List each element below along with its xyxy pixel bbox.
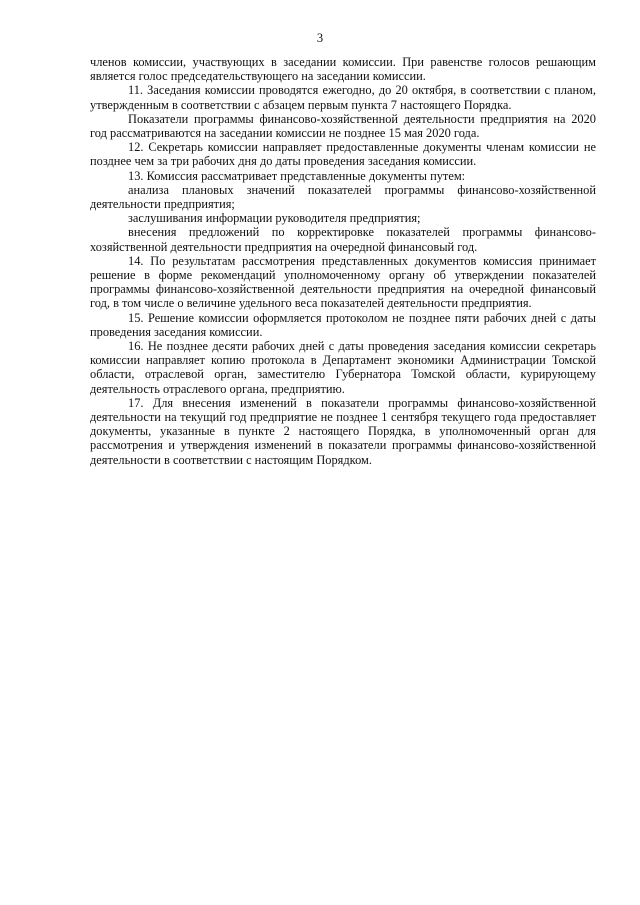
page-number: 3 <box>316 31 324 45</box>
paragraph-item-16: 16. Не позднее десяти рабочих дней с даты проведения заседания комиссии секретарь комиссии направляет копию протокола в Департамент экономики Администрации Томской области, отраслевой орган, заместителю Губернатора Томской области, курирующему деятельность отраслевого органа, предприятию. <box>90 339 596 396</box>
paragraph-item-14: 14. По результатам рассмотрения представленных документов комиссия принимает решение в форме рекомендаций уполномоченному органу об утверждении показателей программы финансово-хозяйственной деятельности предприятия на очередной финансовый год, в том числе о величине удельного веса показателей деятельности предприятия. <box>90 253 596 311</box>
paragraph-2020-indicators: Показатели программы финансово-хозяйственной деятельности предприятия на 2020 год рассматриваются на заседании комиссии не позднее 15 мая 2020 года. <box>90 111 596 141</box>
paragraph-item-11: 11. Заседания комиссии проводятся ежегодно, до 20 октября, в соответствии с планом, утвержденным в соответствии с абзацем первым пункта 7 настоящего Порядка. <box>90 83 596 112</box>
paragraph-item-12: 12. Секретарь комиссии направляет предоставленные документы членам комиссии не позднее чем за три рабочих дня до даты проведения заседания комиссии. <box>90 140 596 169</box>
paragraph-item-17: 17. Для внесения изменений в показатели программы финансово-хозяйственной деятельности на текущий год предприятие не позднее 1 сентября текущего года предоставляет документы, указанные в пункте 2 настоящего Порядка, в уполномоченный орган для рассмотрения и утверждения изменений в показатели программы финансово-хозяйственной деятельности в соответствии с настоящим Порядком. <box>90 395 596 467</box>
paragraph-item-13-hearing: заслушивания информации руководителя предприятия; <box>128 211 421 226</box>
paragraph-item-13-proposals: внесения предложений по корректировке показателей программы финансово-хозяйственной деятельности предприятия на очередной финансовый год. <box>90 225 596 254</box>
paragraph-continuation: членов комиссии, участвующих в заседании комиссии. При равенстве голосов решающим является голос председательствующего на заседании комиссии. <box>90 55 596 84</box>
document-body <box>90 55 596 467</box>
paragraph-item-13: 13. Комиссия рассматривает представленные документы путем: <box>128 168 466 183</box>
paragraph-item-13-analysis: анализа плановых значений показателей программы финансово-хозяйственной деятельности предприятия; <box>90 182 596 212</box>
paragraph-item-15: 15. Решение комиссии оформляется протоколом не позднее пяти рабочих дней с даты проведения заседания комиссии. <box>90 310 596 339</box>
